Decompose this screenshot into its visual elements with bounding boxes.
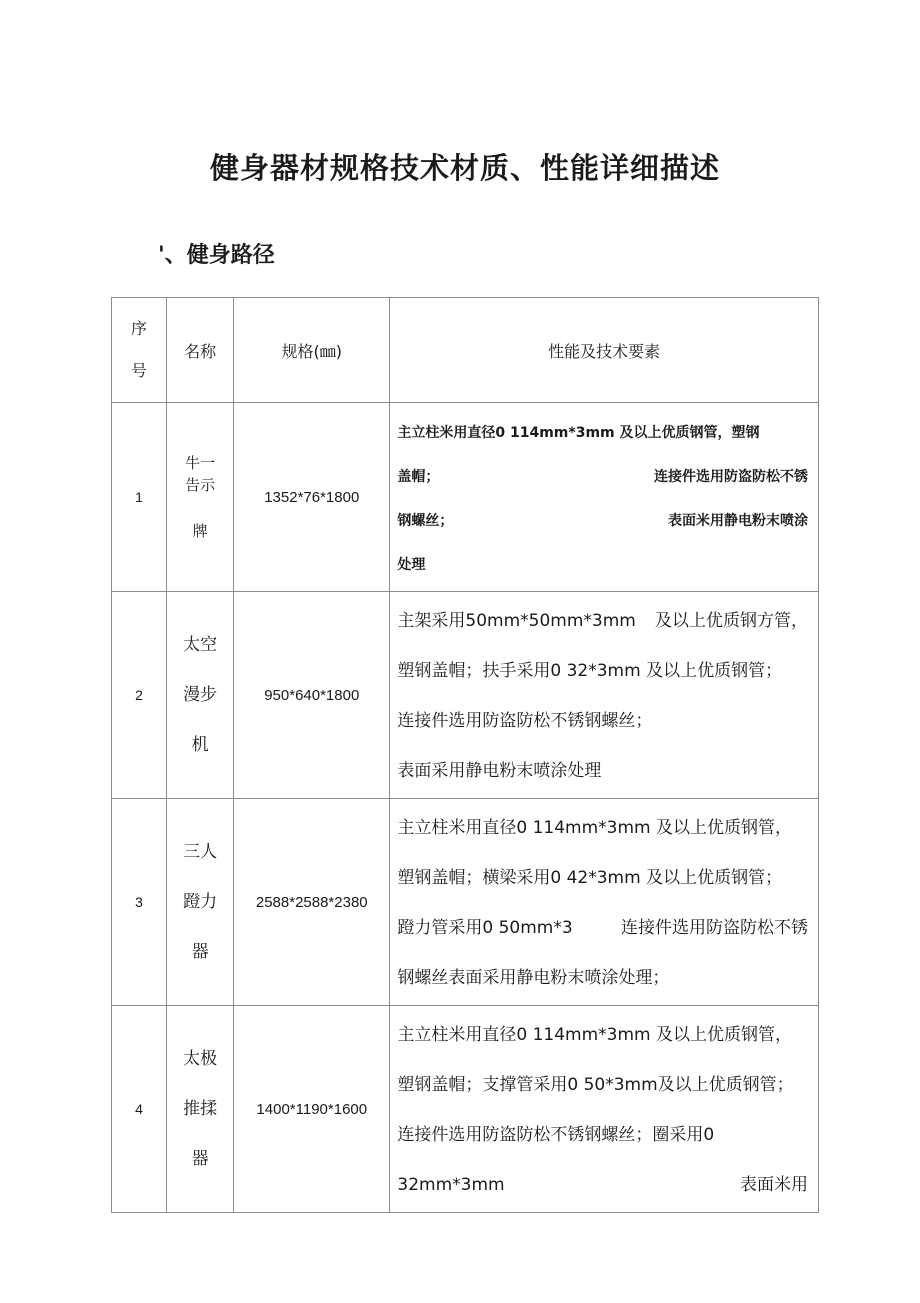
- table-row: [112, 592, 819, 799]
- equipment-desc: 主立柱米用直径0 114mm*3mm 及以上优质钢管， 塑钢盖帽；横梁采用0 42*3mm 及以上优质钢管； 蹬力管采用0 50mm*3 连接件选用防盗防松不锈 钢螺丝表面采用静电粉末喷涂处理；: [390, 799, 819, 1006]
- table-row: [112, 799, 819, 1006]
- equipment-name: 三人 蹬力 器: [167, 799, 234, 1006]
- header-spec: 规格(㎜): [234, 298, 390, 403]
- equipment-spec-table: [111, 297, 819, 1213]
- header-desc: 性能及技术要素: [390, 298, 819, 403]
- equipment-spec: 1400*1190*1600: [234, 1006, 390, 1213]
- table-row: [112, 403, 819, 592]
- equipment-spec: 2588*2588*2380: [234, 799, 390, 1006]
- row-number: 1: [112, 403, 167, 592]
- equipment-name: 太空 漫步 机: [167, 592, 234, 799]
- equipment-name: 太极 推揉 器: [167, 1006, 234, 1213]
- row-number: 2: [112, 592, 167, 799]
- equipment-desc: 主立柱米用直径0 114mm*3mm 及以上优质钢管，塑钢 盖帽； 连接件选用防盗防松不锈 钢螺丝； 表面米用静电粉末喷涂 处理: [390, 403, 819, 592]
- equipment-spec: 950*640*1800: [234, 592, 390, 799]
- header-name: 名称: [167, 298, 234, 403]
- equipment-desc: 主立柱米用直径0 114mm*3mm 及以上优质钢管， 塑钢盖帽；支撑管采用0 50*3mm及以上优质钢管； 连接件选用防盗防松不锈钢螺丝；圈采用0 32mm*3mm 表面米用: [390, 1006, 819, 1213]
- page-title: 健身器材规格技术材质、性能详细描述: [209, 151, 720, 185]
- table-header-row: [112, 298, 819, 403]
- equipment-name: 牛一 告示 牌: [167, 403, 234, 592]
- header-no: 序 号: [112, 298, 167, 403]
- table-row: [112, 1006, 819, 1213]
- row-number: 4: [112, 1006, 167, 1213]
- section-heading: '、健身路径: [158, 243, 275, 268]
- equipment-desc: 主架采用50mm*50mm*3mm 及以上优质钢方管， 塑钢盖帽；扶手采用0 32*3mm 及以上优质钢管； 连接件选用防盗防松不锈钢螺丝； 表面采用静电粉末喷涂处理: [390, 592, 819, 799]
- row-number: 3: [112, 799, 167, 1006]
- equipment-spec: 1352*76*1800: [234, 403, 390, 592]
